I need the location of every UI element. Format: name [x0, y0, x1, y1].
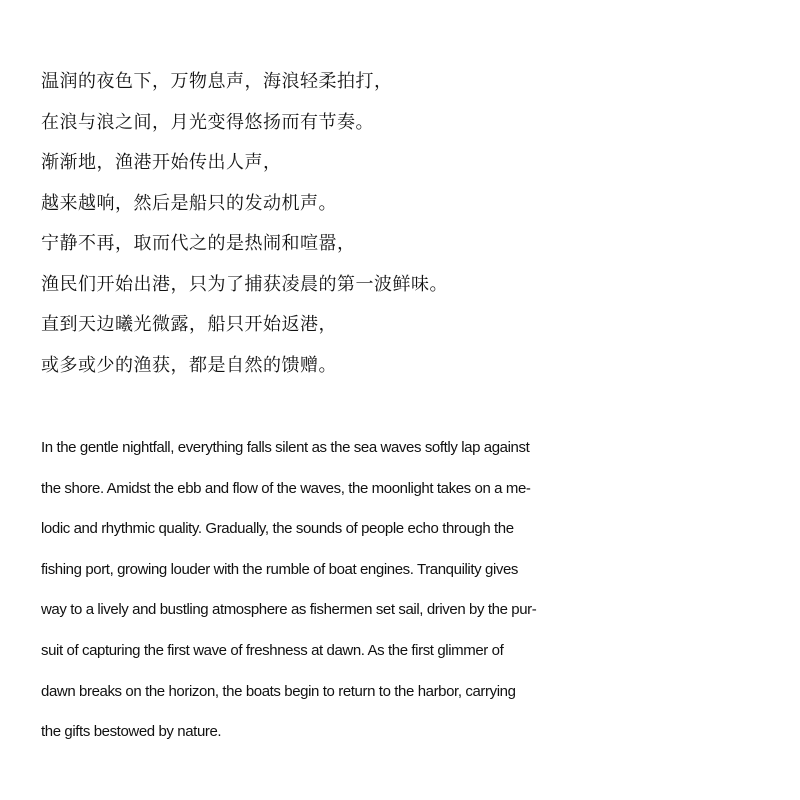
chinese-line-5: 宁静不再，取而代之的是热闹和喧嚣， [41, 233, 356, 254]
chinese-line-1: 温润的夜色下，万物息声，海浪轻柔拍打， [41, 71, 393, 92]
chinese-line-6: 渔民们开始出港，只为了捕获凌晨的第一波鲜味。 [41, 273, 448, 295]
english-line-3: lodic and rhythmic quality. Gradually, the sounds of people echo through the [41, 520, 514, 538]
english-line-4: fishing port, growing louder with the rumble of boat engines. Tranquility gives [41, 560, 519, 578]
english-line-5: way to a lively and bustling atmosphere as fishermen set sail, driven by the pur- [41, 601, 537, 619]
english-line-6: suit of capturing the first wave of freshness at dawn. As the first glimmer of [41, 641, 504, 659]
chinese-line-8: 或多或少的渔获，都是自然的馈赠。 [41, 354, 337, 376]
chinese-line-3: 渐渐地，渔港开始传出人声， [41, 152, 282, 173]
english-line-8: the gifts bestowed by nature. [41, 723, 222, 741]
english-translation [41, 428, 761, 753]
chinese-line-2: 在浪与浪之间，月光变得悠扬而有节奏。 [41, 111, 374, 133]
chinese-line-7: 直到天边曦光微露，船只开始返港， [41, 314, 337, 335]
chinese-poem [41, 62, 761, 386]
english-line-7: dawn breaks on the horizon, the boats begin to return to the harbor, carrying [41, 682, 516, 700]
english-line-2: the shore. Amidst the ebb and flow of the waves, the moonlight takes on a me- [41, 479, 531, 497]
chinese-line-4: 越来越响，然后是船只的发动机声。 [41, 192, 337, 214]
english-line-1: In the gentle nightfall, everything falls silent as the sea waves softly lap against [41, 439, 530, 456]
